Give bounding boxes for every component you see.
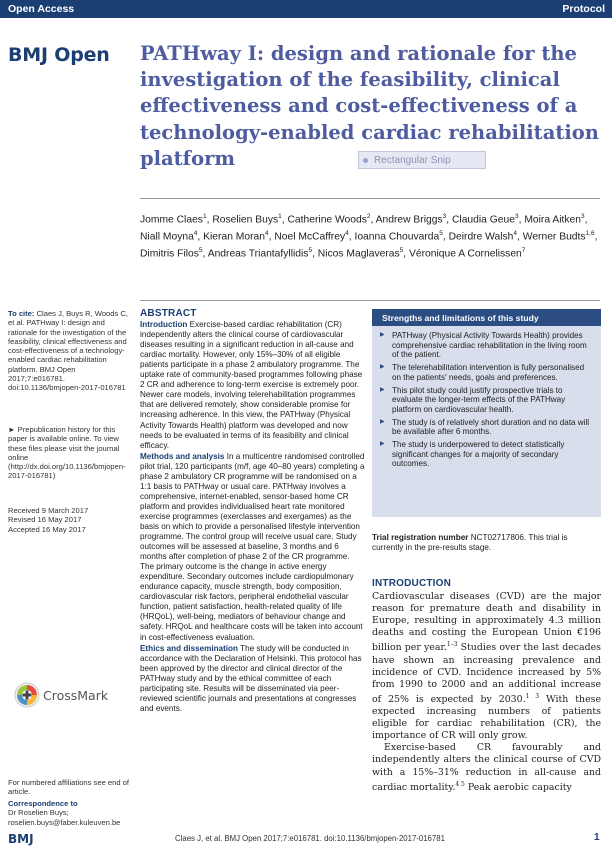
page-number: 1 [594,832,600,843]
abstract-intro-text: Exercise-based cardiac rehabilitation (CR) independently alters the clinical course of cardiovascular diseases resulting in a significant reduction in all-cause and cardiac mortality. However, only 15%–30% of all eligible patients participate in a phase 2 ambulatory programme. The uptake rate of community-based programmes following phase 2 CR and adherence to long-term exercise is extremely poor. Newer care models, involving telerehabilitation programmes that are delivered remotely, show considerable promise for increasing adherence. In this view, the PATHway (Physical Activity Towards Health) platform was developed and now needs to be evaluated in terms of its feasibility and clinical efficacy. [140,320,363,450]
strength-item: ▶ The study is underpowered to detect statistically significant changes for a majority of secondary outcomes. [380,440,591,469]
crossmark-label: CrossMark [43,687,109,703]
author-name: Niall Moyna [140,231,194,243]
snip-icon [363,158,368,163]
footer-logo: BMJ [8,832,34,846]
author-name: Deirdre Walsh [448,231,514,243]
trial-registration [372,533,601,554]
author-name: Andrew Briggs [375,214,443,226]
intro-text: Cardiovascular diseases (CVD) are the major reason for premature death and disability in Europe, resulting in approximately 4.3 million deaths and costing the European Union €196 billion per year. [372,591,601,654]
correspondence-block [8,799,130,827]
author-name: Andreas Triantafyllidis [207,248,309,260]
dates-block [8,506,130,534]
abstract-introduction [140,320,365,451]
affiliation-marker: 4 [264,230,269,238]
affiliation-marker: 5 [399,247,404,255]
article-type-label: Protocol [562,3,605,15]
abstract-ethics-text: The study will be conducted in accordance with the Declaration of Helsinki. This protocol has been approved by the director and clinical director of the PATHway study and by the ethical committee of each participating site. Results will be disseminated via peer-reviewed scientific journals and presentations at congresses and events. [140,643,362,713]
abstract-ethics-label: Ethics and dissemination [140,643,238,653]
intro-text: Studies over the last decades have shown an increasing prevalence and incidence of CVD. Incidence increased by 5% from 1990 to 2000 and an additional increase of 25% is expected by 2030. [372,642,601,705]
affiliation-marker: 2 [366,213,371,220]
strength-item: ▶ This pilot study could justify prospective trials to evaluate the longer-term effects of the PATHway platform on cardiovascular health. [380,386,591,415]
strength-item: ▶ PATHway (Physical Activity Towards Health) provides comprehensive cardiac rehabilitation in the living room of the patient. [380,331,591,360]
author-name: Jomme Claes [140,214,203,226]
intro-text: Exercise-based CR favourably and independently alters the clinical course of CVD with a 15%–31% reduction in all-cause and cardiac mortality. [372,742,601,793]
trial-label: Trial registration number [372,533,469,542]
affiliation-marker: 3 [580,213,585,220]
author-name: Moira Aitken [524,214,581,226]
strengths-list [372,326,601,469]
cite-text: Claes J, Buys R, Woods C, et al. PATHway I: design and rationale for the investigation of the feasibility, clinical effectiveness and cost-effectiveness of a technology-enabled cardiac rehabilitation platform. BMJ Open 2017;7:e016781. doi:10.1136/bmjopen-2017-016781 [8,309,128,393]
author-name: Catherine Woods [287,214,367,226]
footer-citation: Claes J, et al. BMJ Open 2017;7:e016781. doi:10.1136/bmjopen-2017-016781 [175,834,445,843]
rectangular-snip-overlay [358,151,486,169]
abstract-methods [140,452,365,643]
authors-divider [140,300,600,301]
strengths-limitations-box [372,309,601,517]
author-name: Ioanna Chouvarda [354,231,440,243]
affiliation-marker: 1,6 [585,230,595,238]
introduction-heading: INTRODUCTION [372,578,452,589]
strengths-heading: Strengths and limitations of this study [372,309,601,326]
affiliation-marker: 1 [278,213,282,220]
open-access-label: Open Access [8,3,75,15]
intro-text: Peak aerobic capacity [464,781,572,793]
accepted-date: Accepted 16 May 2017 [8,524,86,534]
affiliation-marker: 5 [308,247,313,255]
author-name: Kieran Moran [203,231,265,243]
affiliations-note: For numbered affiliations see end of article. [8,778,130,797]
title-divider [140,198,600,199]
affiliation-marker: 5 [439,230,443,238]
affiliation-marker: 3 [514,213,519,220]
prepublication-note[interactable] [8,425,130,481]
snip-label: Rectangular Snip [374,154,451,166]
affiliation-marker: 4 [345,230,349,238]
affiliation-marker: 1 [202,213,207,220]
correspondence-text[interactable]: Dr Roselien Buys; roselien.buys@faber.kuleuven.be [8,808,121,827]
revised-date: Revised 16 May 2017 [8,515,82,525]
abstract-intro-label: Introduction [140,320,188,330]
prepublication-text[interactable]: ► Prepublication history for this paper is available online. To view these files please visit the journal online (http://dx.doi.org/10.1136/bmjopen-2017-016781) [8,425,126,481]
journal-logo: BMJ Open [8,44,110,66]
author-name: Werner Budts [522,231,586,243]
affiliation-marker: 5 [198,247,203,255]
affiliation-marker: 3 [442,213,447,220]
author-list: Jomme Claes$^1$, Roselien Buys$^1$, Catherine Woods$^2$, Andrew Briggs$^3$, Claudia Geue$^3$, Moira Aitken$^3$, Niall Moyna$^4$, Kieran Moran$^4$, Noel McCaffrey$^4$, Ioanna Chouvarda$^5$, Deirdre Walsh$^4$, Werner Budts$^{1,6}$, Dimitris Filos$^5$, Andreas Triantafyllidis$^5$, Nicos Maglaveras$^5$, Véronique A Cornelissen$^7$ [140,213,598,260]
abstract-heading: ABSTRACT [140,308,197,319]
article-title: PATHway I: design and rationale for the investigation of the feasibility, clinical effectiveness and cost-effectiveness of a technology-enabled cardiac rehabilitation platform [140,42,599,170]
introduction-body [372,591,601,794]
affiliation-marker: 4 [513,230,518,238]
author-name: Dimitris Filos [140,248,199,260]
author-name: Claudia Geue [451,214,515,226]
crossmark-icon [14,682,40,708]
strength-item: ▶ The study is of relatively short duration and no data will be available after 6 months. [380,418,591,437]
affiliation-marker: 4 [193,230,198,238]
abstract-methods-label: Methods and analysis [140,451,225,461]
reference[interactable]: 1 3 [525,692,540,700]
affiliation-marker: 7 [521,247,526,255]
author-name: Noel McCaffrey [274,231,346,243]
abstract-section [140,309,365,715]
reference[interactable]: 1–3 [446,641,458,649]
intro-text: With these expected increasing numbers of patients eligible for cardiac rehabilitation (CR), the importance of CR will only grow. [372,694,601,742]
crossmark-badge[interactable] [14,682,108,708]
intro-paragraph [372,591,601,742]
intro-paragraph [372,742,601,794]
abstract-methods-text: In a multicentre randomised controlled pilot trial, 120 participants (m/f, age 40–80 years) completing a phase 2 ambulatory CR programme will be randomised on a 1:1 basis to PATHway or usual care. PATHway involves a comprehensive, internet-enabled, sensor-based home CR platform and provides individualised heart rate monitored exercise programmes (exerclasses and exergames) as the basis on which to provide a personalised lifestyle intervention programme. The control group will receive usual care. Study outcomes will be assessed at baseline, 3 months and 6 months after completion of phase 2 of the CR programme. The primary outcome is the change in active energy expenditure. Secondary outcomes include cardiopulmonary endurance capacity, muscle strength, body composition, cardiovascular risk factors, peripheral endothelial vascular function, patient satisfaction, health-related quality of life (HRQoL), well-being, mediators of behaviour change and safety. HRQoL and healthcare costs will be taken into account in cost-effectiveness evaluation. [140,451,365,642]
author-name: Roselien Buys [212,214,279,226]
abstract-ethics [140,644,365,714]
received-date: Received 9 March 2017 [8,506,89,515]
trial-text: NCT02717806. This trial is currently in the pre-results stage. [372,533,568,553]
author-name: Véronique A Cornelissen [409,248,522,260]
strength-item: ▶ The telerehabilitation intervention is fully personalised on the patients' needs, goals and preferences. [380,363,591,382]
reference[interactable]: 4 5 [455,780,465,788]
top-banner [0,0,612,18]
citation-block [8,309,130,393]
cite-label: To cite: [8,309,35,318]
correspondence-label: Correspondence to [8,799,78,808]
author-name: Nicos Maglaveras [317,248,400,260]
